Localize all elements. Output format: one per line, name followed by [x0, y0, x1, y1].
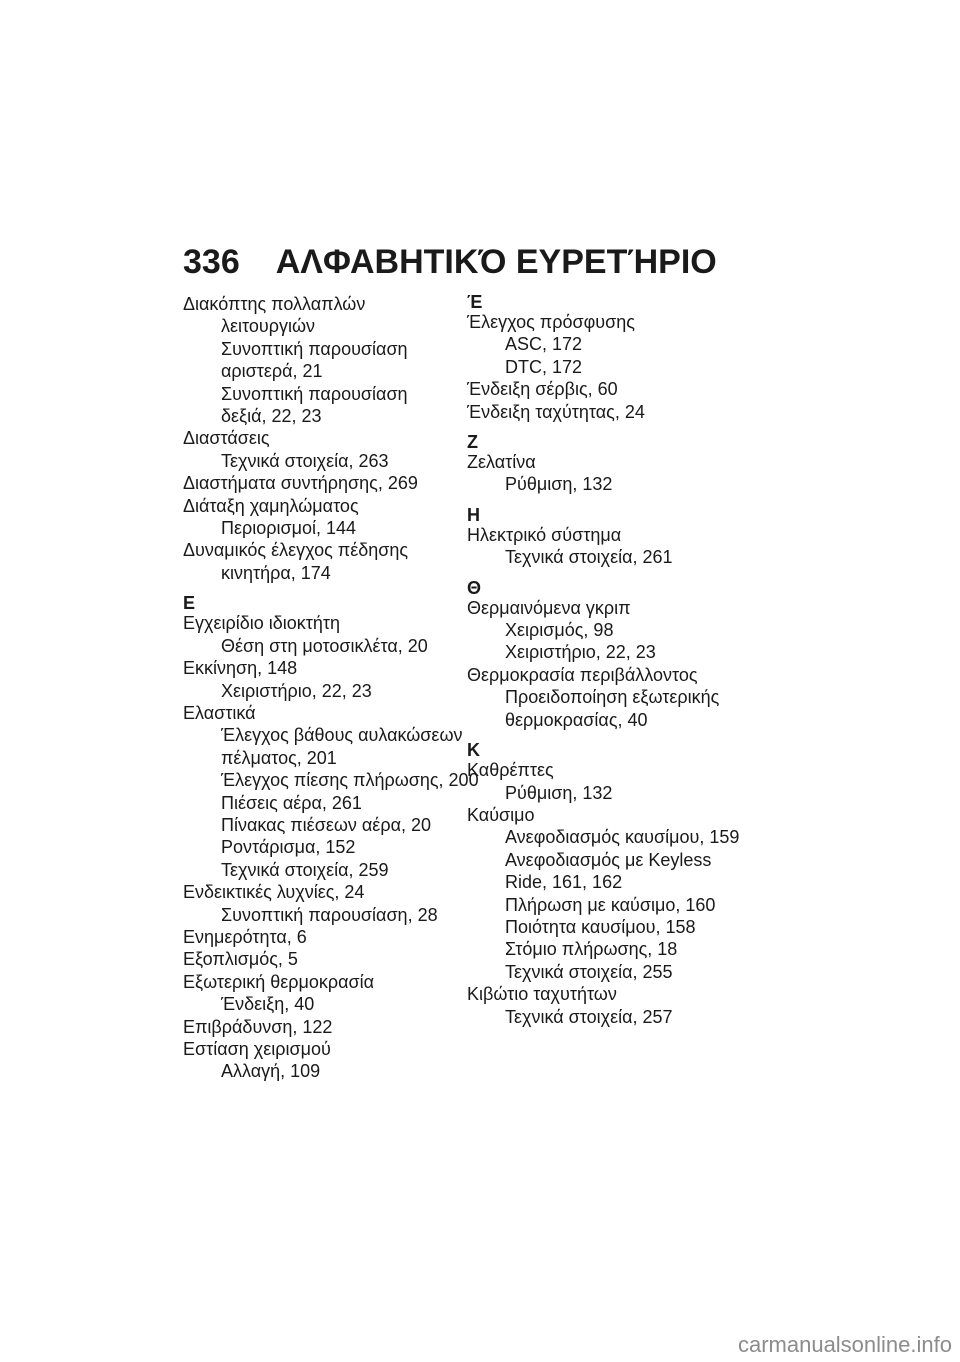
index-subentry: Συνοπτική παρουσίαση — [221, 338, 408, 359]
index-subentry: Τεχνικά στοιχεία, 263 — [221, 450, 389, 471]
index-entry-term: Έλεγχος πρόσφυσης — [467, 312, 635, 332]
index-subentry: Χειριστήριο, 22, 23 — [505, 642, 656, 663]
index-subentry: λειτουργιών — [221, 316, 316, 337]
index-entry-term: Ηλεκτρικό σύστημα — [467, 524, 622, 545]
index-subentry: Πιέσεις αέρα, 261 — [221, 792, 362, 813]
index-entry-term: Ένδειξη σέρβις, 60 — [467, 379, 618, 400]
index-subentry: DTC, 172 — [505, 356, 583, 377]
index-entry — [183, 702, 479, 881]
index-entry-term: Διαστήματα συντήρησης, 269 — [183, 473, 418, 494]
index-entry — [183, 472, 473, 494]
page-number: 336 — [183, 243, 240, 281]
index-entry — [467, 401, 757, 423]
index-entry-term: Ελαστικά — [183, 702, 256, 723]
index-letter-heading: Η — [467, 504, 480, 525]
index-subentry: Τεχνικά στοιχεία, 261 — [505, 547, 673, 568]
index-subentry: Ανεφοδιασμός καυσίμου, 159 — [505, 827, 740, 848]
index-entry — [183, 657, 473, 702]
index-entry-term: Εγχειρίδιο ιδιοκτήτη — [183, 613, 341, 634]
index-entry-term: Διακόπτης πολλαπλών — [183, 294, 366, 314]
index-subentry: ASC, 172 — [505, 334, 583, 355]
index-entry-term: Εξωτερική θερμοκρασία — [183, 971, 375, 992]
index-subentry: Συνοπτική παρουσίαση — [221, 383, 408, 404]
index-subentry: Περιορισμοί, 144 — [221, 518, 357, 539]
index-entry-term: Ενημερότητα, 6 — [183, 926, 307, 947]
index-entry — [183, 612, 473, 657]
index-subentry: θερμοκρασίας, 40 — [505, 709, 648, 730]
index-entry — [183, 1016, 473, 1038]
index-letter-heading: Έ — [467, 292, 483, 312]
index-subentry: Χειριστήριο, 22, 23 — [221, 680, 372, 701]
index-subentry: Έλεγχος βάθους αυλακώσεων — [221, 725, 463, 746]
index-subentry: Συνοπτική παρουσίαση, 28 — [221, 904, 438, 925]
index-entry-term: Εκκίνηση, 148 — [183, 658, 298, 679]
index-entry-term: Διάταξη χαμηλώματος — [183, 495, 359, 516]
index-entry — [467, 378, 757, 400]
index-entry — [183, 539, 473, 584]
index-entry-term: Δυναμικός έλεγχος πέδησης — [183, 540, 409, 561]
index-entry-term: Επιβράδυνση, 122 — [183, 1016, 333, 1037]
index-subentry: κινητήρα, 174 — [221, 562, 331, 583]
index-entry — [183, 881, 473, 926]
index-entry-term: Εξοπλισμός, 5 — [183, 949, 298, 970]
index-subentry: Πλήρωση με καύσιμο, 160 — [505, 894, 716, 915]
index-subentry: Τεχνικά στοιχεία, 257 — [505, 1006, 673, 1027]
page-title: ΑΛΦΑΒΗΤΙΚΌ ΕΥΡΕΤΉΡΙΟ — [275, 243, 717, 281]
index-entry-term: Καθρέπτες — [467, 760, 554, 781]
index-subentry: Τεχνικά στοιχεία, 259 — [221, 859, 389, 880]
index-subentry: Προειδοποίηση εξωτερικής — [505, 687, 720, 708]
index-entry — [467, 524, 757, 569]
index-entry — [467, 311, 757, 378]
index-subentry: Θέση στη μοτοσικλέτα, 20 — [221, 635, 428, 656]
index-subentry: Ρύθμιση, 132 — [505, 782, 613, 803]
index-subentry: πέλματος, 201 — [221, 747, 337, 768]
index-entry — [183, 926, 473, 948]
index-subentry: Έλεγχος πίεσης πλήρωσης, 200 — [221, 770, 479, 791]
index-entry — [467, 597, 757, 664]
index-entry — [467, 451, 757, 496]
index-column-right — [467, 293, 757, 1028]
index-subentry: Ποιότητα καυσίμου, 158 — [505, 916, 696, 937]
index-subentry: Χειρισμός, 98 — [505, 620, 614, 641]
index-entry — [467, 804, 757, 983]
index-entry — [183, 495, 473, 540]
index-entry-term: Διαστάσεις — [183, 428, 270, 449]
index-subentry: Ρύθμιση, 132 — [505, 474, 613, 495]
index-entry-term: Θερμοκρασία περιβάλλοντος — [467, 664, 698, 685]
watermark: carmanualsonline.info — [737, 1332, 952, 1357]
index-entry — [183, 1038, 473, 1083]
index-entry-term: Κιβώτιο ταχυτήτων — [467, 984, 617, 1005]
index-subentry: Ανεφοδιασμός με Keyless — [505, 849, 712, 870]
index-entry — [183, 293, 473, 427]
index-entry — [467, 983, 757, 1028]
index-letter-heading: Θ — [467, 577, 482, 598]
index-entry-term: Ενδεικτικές λυχνίες, 24 — [183, 882, 365, 903]
index-subentry: Ένδειξη, 40 — [221, 994, 315, 1015]
index-entry — [467, 759, 757, 804]
index-column-left — [183, 293, 479, 1083]
index-entry-term: Εστίαση χειρισμού — [183, 1039, 331, 1059]
index-letter-heading: Ζ — [467, 432, 478, 453]
index-entry — [183, 948, 473, 970]
index-subentry: αριστερά, 21 — [221, 361, 323, 382]
index-letter-heading: Ε — [183, 593, 196, 614]
index-subentry: δεξιά, 22, 23 — [221, 406, 322, 427]
index-entry-term: Ζελατίνα — [467, 452, 536, 473]
index-subentry: Ροντάρισμα, 152 — [221, 837, 356, 858]
index-entry — [183, 971, 473, 1016]
page-header — [183, 243, 717, 282]
index-subentry: Αλλαγή, 109 — [221, 1061, 321, 1082]
index-subentry: Ride, 161, 162 — [505, 872, 623, 893]
index-subentry: Τεχνικά στοιχεία, 255 — [505, 961, 673, 982]
index-subentry: Στόμιο πλήρωσης, 18 — [505, 939, 678, 960]
index-letter-heading: Κ — [467, 740, 480, 761]
index-subentry: Πίνακας πιέσεων αέρα, 20 — [221, 814, 431, 835]
index-entry-term: Θερμαινόμενα γκριπ — [467, 597, 631, 618]
index-entry-term: Ένδειξη ταχύτητας, 24 — [467, 401, 645, 422]
index-entry — [183, 427, 473, 472]
index-entry — [467, 664, 757, 731]
index-entry-term: Καύσιμο — [467, 804, 535, 825]
